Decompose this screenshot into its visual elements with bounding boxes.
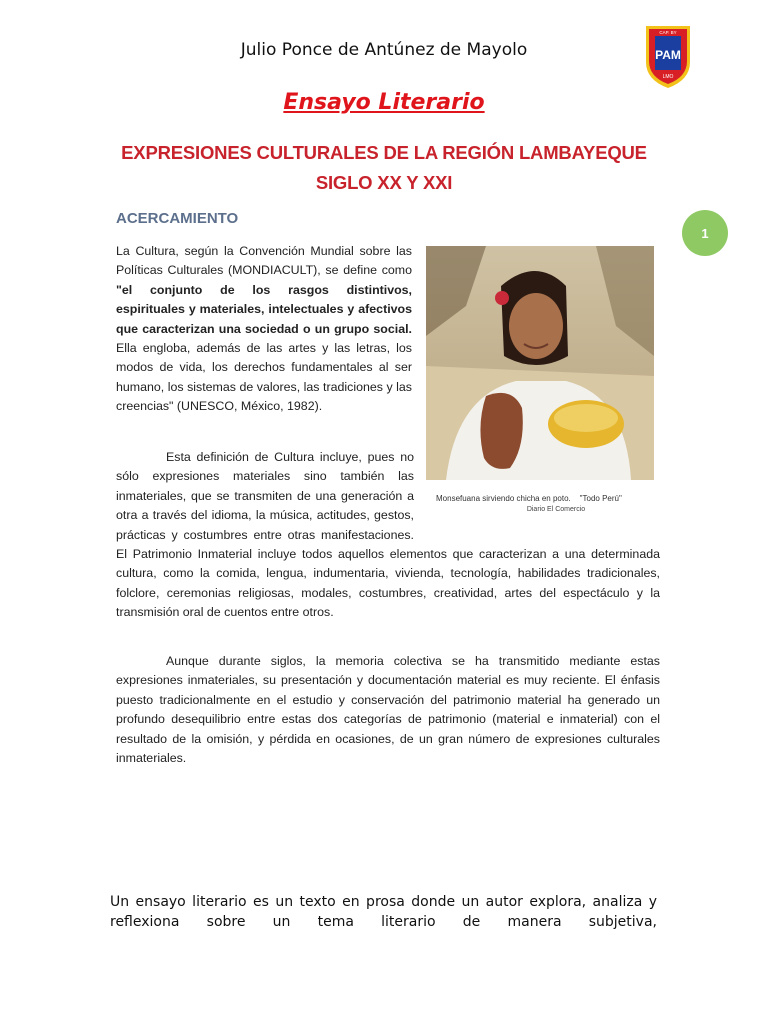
logo-bottom-text: LMO <box>662 74 674 80</box>
document-title: Ensayo Literario <box>283 90 485 115</box>
header-title: Julio Ponce de Antúnez de Mayolo <box>240 40 528 60</box>
article-paragraph-2 <box>116 448 660 623</box>
school-logo <box>628 22 708 92</box>
woman-serving-chicha-photo <box>426 246 654 480</box>
intro-paragraph: Un ensayo literario es un texto en prosa donde un autor explora, analiza y reflexiona sobre un tema literario de manera subjetiva, <box>110 894 657 930</box>
section-title: ACERCAMIENTO <box>116 210 239 227</box>
scanned-article-image <box>108 130 660 780</box>
logo-text: PAM <box>655 48 681 62</box>
photo-caption-text: Monsefuana sirviendo chicha en poto. <box>436 494 571 503</box>
article-paragraph-3: Aunque durante siglos, la memoria colectiva se ha transmitido mediante estas expresiones inmateriales, su presentación y documentación material es muy reciente. El énfasis puesto tradicionalmente en el estudio y conservación del patrimonio material ha generado un profundo desequilibrio entre estas dos categorías de patrimonio (material e inmaterial) con el resultado de la omisión, y pérdida en ocasiones, de un gran número de expresiones culturales inmateriales. <box>116 654 660 766</box>
page-number-badge: 1 <box>682 210 728 256</box>
article-heading-line1: EXPRESIONES CULTURALES DE LA REGIÓN LAMBAYEQUE <box>121 142 647 163</box>
p1-text-before: La Cultura, según la Convención Mundial sobre las Políticas Culturales (MONDIACULT), se define como <box>116 244 412 278</box>
photo-source: Diario El Comercio <box>526 506 586 513</box>
logo-top-text: CAP. BY <box>659 30 677 35</box>
photo-caption-credit: "Todo Perú" <box>579 494 622 503</box>
p2-text: Esta definición de Cultura incluye, pues no sólo expresiones materiales sino también las inmateriales, que se transmiten de una generación a otra a través del idioma, la música, actitudes, gestos, prácticas y costumbres entre otras manifestaciones. El Patrimonio Inmaterial incluye todos aquellos elementos que caracterizan a una determinada cultura, como la comida, lengua, indumentaria, vivienda, tecnología, habilidades tradicionales, folclore, ceremonias religiosas, modales, costumbres, creatividad, artes del espectáculo y la transmisión oral de cuentos entre otros. <box>116 450 660 620</box>
p1-text-after: Ella engloba, además de las artes y las letras, los modos de vida, los derechos fundamentales al ser humano, los sistemas de valores, las tradiciones y las creencias" (UNESCO, México, 1982). <box>116 341 412 414</box>
article-heading-line2: SIGLO XX Y XXI <box>315 172 453 193</box>
article-paragraph-1 <box>116 242 412 417</box>
p1-text-bold: "el conjunto de los rasgos distintivos, espirituales y materiales, intelectuales y afectivos que caracterizan una sociedad o un grupo social. <box>116 282 412 336</box>
